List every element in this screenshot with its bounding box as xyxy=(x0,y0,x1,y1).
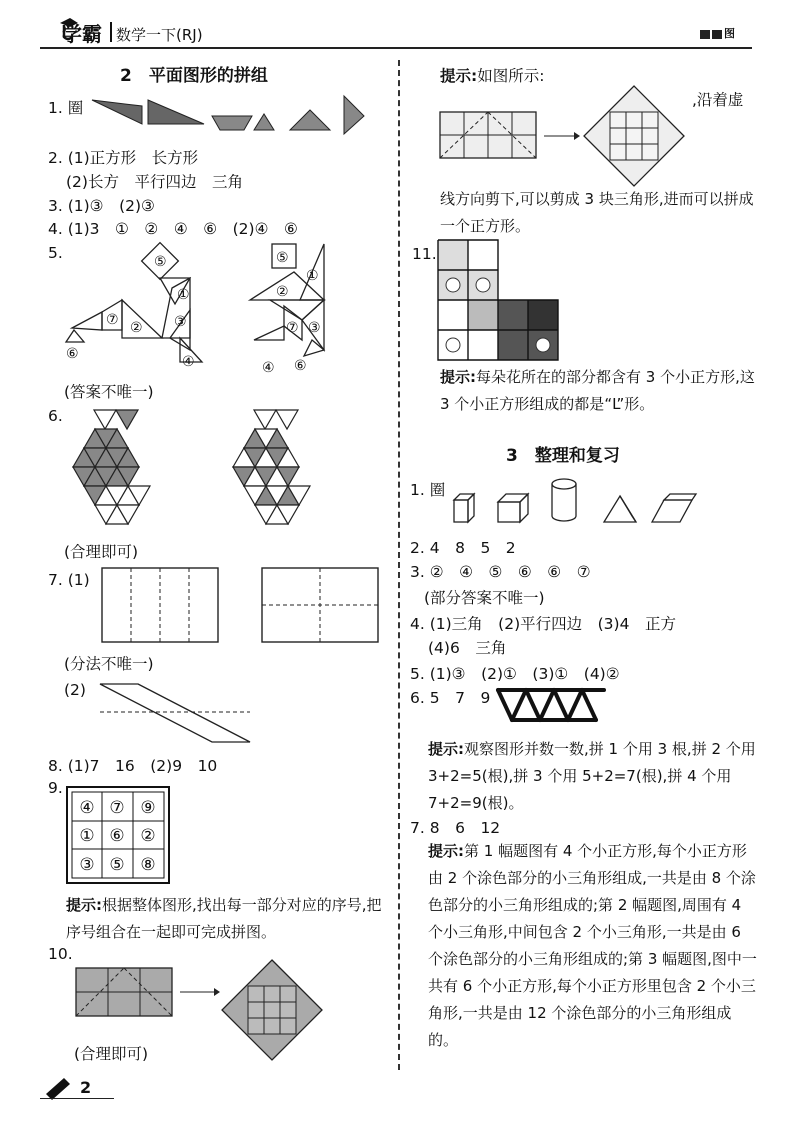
q6-note: (合理即可) xyxy=(64,543,139,561)
q9-grid xyxy=(66,786,170,884)
q5-note: (答案不唯一) xyxy=(64,383,154,401)
section-title-2: 2 平面图形的拼组 xyxy=(120,66,268,86)
q9-cell: ⑤ xyxy=(109,855,125,875)
q10-hint-figure xyxy=(438,86,686,190)
q5b-label-4: ④ xyxy=(262,360,275,376)
q10-hint-body: 线方向剪下,可以剪成 3 块三角形,进而可以拼成一个正方形。 xyxy=(440,190,754,235)
q5a-label-3: ③ xyxy=(174,314,187,330)
q6-label: 6. xyxy=(48,407,63,425)
q5-tangram-figures xyxy=(62,244,382,378)
page-number: 2 xyxy=(80,1078,92,1097)
q11-label: 11. xyxy=(412,245,437,263)
q5b-label-2: ② xyxy=(276,284,289,300)
r-q6-answer: 6. 5 7 9 xyxy=(410,689,491,707)
r-q5-answer: 5. (1)③ (2)① (3)① (4)② xyxy=(410,665,620,683)
q5a-label-4: ④ xyxy=(182,354,195,370)
q9-cell: ③ xyxy=(79,855,95,875)
q3-answer: 3. (1)③ (2)③ xyxy=(48,197,155,215)
q5b-label-7: ⑦ xyxy=(286,320,299,336)
header-corner-marker: 图 xyxy=(700,25,735,41)
r-q4-line2: (4)6 三角 xyxy=(428,639,507,657)
r-q2-answer: 2. 4 8 5 2 xyxy=(410,539,516,557)
pencil-icon xyxy=(42,1076,76,1096)
section-title-3: 3 整理和复习 xyxy=(506,446,620,466)
q9-cell: ⑥ xyxy=(109,826,125,846)
q10-note: (合理即可) xyxy=(74,1045,149,1063)
fish-triangle xyxy=(276,410,298,429)
q7-label: 7. (1) xyxy=(48,571,90,589)
r-q1-label: 1. 圈 xyxy=(410,481,446,499)
q5b-label-5: ⑤ xyxy=(276,250,289,266)
r-q1-solids xyxy=(452,472,696,528)
q2-line2: (2)长方 平行四边 三角 xyxy=(66,173,243,191)
subject-label: 数学一下(RJ) xyxy=(116,26,203,44)
q5a-label-1: ① xyxy=(177,287,190,303)
q9-cell: ② xyxy=(140,826,156,846)
r-q3-answer: 3. ② ④ ⑤ ⑥ ⑥ ⑦ xyxy=(410,563,591,581)
fish-triangle xyxy=(94,410,116,429)
r-q6-hint: 提示:观察图形并数一数,拼 1 个用 3 根,拼 2 个用 3+2=5(根),拼 3 个用 5+2=7(根),拼 4 个用 7+2=9(根)。 xyxy=(428,740,756,812)
q4-answer: 4. (1)3 ① ② ④ ⑥ (2)④ ⑥ xyxy=(48,220,298,238)
q1-label: 1. 圈 xyxy=(48,99,84,117)
q8-answer: 8. (1)7 16 (2)9 10 xyxy=(48,757,218,775)
q7-part2-label: (2) xyxy=(64,681,86,699)
q9-cell: ④ xyxy=(79,798,95,818)
q10-label: 10. xyxy=(48,945,73,963)
header-separator xyxy=(110,22,112,42)
q7-parallelogram xyxy=(100,682,260,746)
r-q4-line1: 4. (1)三角 (2)平行四边 (3)4 正方 xyxy=(410,615,676,633)
q10-hint-head: 提示:如图所示: xyxy=(440,67,545,85)
q9-cell: ⑨ xyxy=(140,798,156,818)
footer-rule xyxy=(40,1098,114,1099)
q5-label: 5. xyxy=(48,244,63,262)
fish-triangle xyxy=(254,410,276,429)
q9-cell: ① xyxy=(79,826,95,846)
r-q7-hint: 提示:第 1 幅题图有 4 个小正方形,每个小正方形由 2 个涂色部分的小三角形组成,一共是由 8 个涂色部分的小三角形组成的;第 2 幅题图,周围有 4 个小三角形,中间包含 2 个小三角形,一共是由 6 个涂色部分的小三角形组成的;第 3 幅题图,图中一共有 6 个小正方形,每个小正方形里包含 2 个小三角形,一共是由 12 个涂色部分的小三角形组成的。 xyxy=(428,842,757,1049)
r-q3-note: (部分答案不唯一) xyxy=(424,589,545,607)
q9-label: 9. xyxy=(48,779,63,797)
q5a-label-5: ⑤ xyxy=(154,254,167,270)
q7-rectangles xyxy=(100,566,385,646)
brand-logo: 学霸 xyxy=(62,22,102,46)
column-divider xyxy=(398,60,400,1070)
q9-cell: ⑦ xyxy=(109,798,125,818)
q11-grid xyxy=(438,240,564,366)
q9-hint: 提示:根据整体图形,找出每一部分对应的序号,把序号组合在一起即可完成拼图。 xyxy=(66,896,382,941)
q5b-label-6: ⑥ xyxy=(294,358,307,374)
q9-cell: ⑧ xyxy=(140,855,156,875)
q10-hint-tail: ,沿着虚 xyxy=(692,91,744,109)
q5a-label-7: ⑦ xyxy=(106,312,119,328)
q5b-label-1: ① xyxy=(306,268,319,284)
q11-hint: 提示:每朵花所在的部分都含有 3 个小正方形,这 3 个小正方形组成的都是“L”形。 xyxy=(440,368,755,413)
fish-triangle xyxy=(116,410,138,429)
header-rule xyxy=(40,47,752,49)
q6-triangle-grid-right xyxy=(230,406,360,536)
q7-note: (分法不唯一) xyxy=(64,655,154,673)
q5a-label-2: ② xyxy=(130,320,143,336)
q5b-label-3: ③ xyxy=(308,320,321,336)
q6-triangle-grid-left xyxy=(70,406,200,536)
q2-line1: 2. (1)正方形 长方形 xyxy=(48,149,199,167)
q5a-label-6: ⑥ xyxy=(66,346,79,362)
q1-shapes xyxy=(92,94,352,134)
r-q7-answer: 7. 8 6 12 xyxy=(410,819,501,837)
r-q6-matchsticks xyxy=(492,684,612,726)
